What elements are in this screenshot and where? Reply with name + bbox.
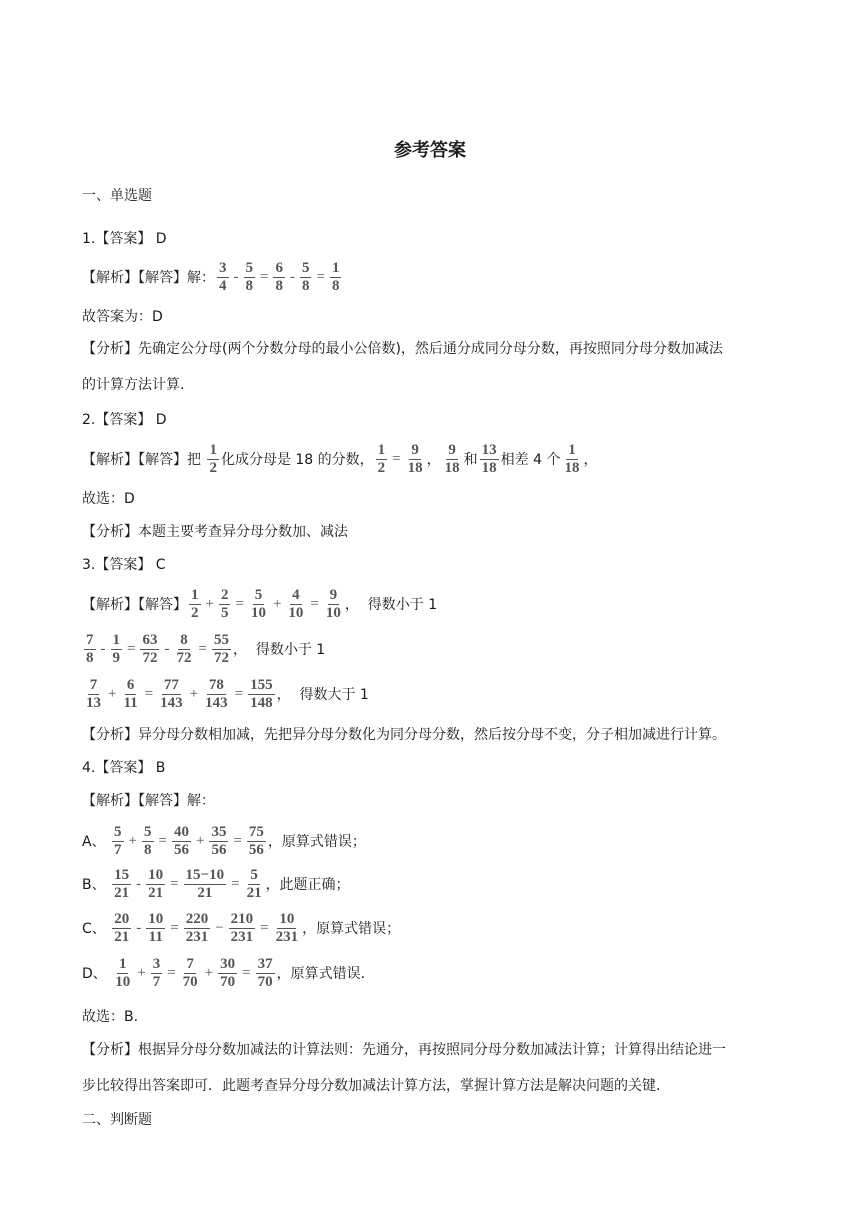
fraction: $\frac{9}{18}$: [407, 441, 423, 476]
fraction: $\frac{6}{8}$: [275, 259, 283, 294]
operator: +: [189, 685, 199, 702]
solution-text: 相差 4 个: [500, 452, 561, 468]
operator: =: [242, 964, 251, 981]
operator: +: [195, 832, 205, 849]
q4-option-c: [82, 911, 400, 945]
solution-text: ， 得数小于 1: [232, 642, 326, 658]
q2-analysis: 【分析】本题主要考查异分母分数加、减法: [82, 524, 348, 540]
fraction: $\frac{5}{8}$: [301, 259, 310, 294]
q4-option-d: [82, 956, 365, 990]
fraction: $\frac{5}{8}$: [144, 823, 152, 858]
q3-solution-line2: [82, 632, 325, 666]
fraction: $\frac{7}{70}$: [182, 955, 198, 990]
q1-analysis: 【分析】先确定公分母(两个分数分母的最小公倍数)，然后通分成同分母分数，再按照同分母分数加减法: [82, 341, 723, 357]
fraction: $\frac{2}{5}$: [220, 586, 229, 621]
q4-solution-prefix: 【解析】【解答】解：: [82, 793, 215, 809]
operator: -: [136, 875, 142, 892]
q4-answer: 4.【答案】 B: [82, 760, 166, 776]
fraction: $\frac{1}{10}$: [115, 955, 131, 990]
fraction: $\frac{63}{72}$: [142, 631, 158, 666]
solution-text: ， 得数小于 1: [344, 597, 438, 613]
operator: =: [144, 685, 154, 702]
option-label: C、: [82, 921, 111, 937]
solution-text: 和: [463, 452, 478, 468]
q3-answer: 3.【答案】 C: [82, 557, 166, 573]
operator: =: [198, 640, 207, 657]
option-verdict: ，原算式错误.: [276, 966, 366, 982]
fraction: $\frac{9}{18}$: [444, 441, 460, 476]
solution-prefix: 【解析】【解答】解：: [82, 270, 215, 286]
operator: =: [310, 595, 319, 612]
option-verdict: ，原算式错误；: [267, 834, 366, 850]
fraction: $\frac{7}{13}$: [86, 676, 101, 711]
q1-analysis-cont: 的计算方法计算.: [82, 377, 185, 393]
fraction: $\frac{5}{8}$: [245, 259, 253, 294]
fraction: $\frac{35}{56}$: [211, 823, 227, 858]
fraction: $\frac{5}{10}$: [250, 586, 266, 621]
fraction: $\frac{37}{70}$: [257, 955, 273, 990]
fraction: $\frac{3}{7}$: [152, 955, 161, 990]
operator: +: [272, 595, 282, 612]
fraction: $\frac{210}{231}$: [230, 910, 254, 945]
option-label: B、: [82, 877, 111, 893]
fraction: $\frac{1}{2}$: [191, 586, 199, 621]
q3-solution-line1: [82, 587, 437, 621]
fraction: $\frac{1}{18}$: [564, 441, 580, 476]
fraction: $\frac{40}{56}$: [173, 823, 189, 858]
solution-text: ， 得数大于 1: [276, 687, 369, 703]
fraction: $\frac{9}{10}$: [325, 586, 341, 621]
fraction: $\frac{55}{72}$: [213, 631, 229, 666]
fraction: $\frac{15}{21}$: [114, 866, 130, 901]
q1-conclusion: 故答案为：D: [82, 309, 163, 325]
option-label: D、: [82, 966, 112, 982]
fraction: $\frac{5}{7}$: [114, 823, 122, 858]
operator: -: [164, 640, 170, 657]
operator: +: [108, 685, 117, 702]
q4-option-b: [82, 867, 350, 901]
solution-prefix: 【解析】【解答】把: [82, 452, 206, 468]
q3-analysis: 【分析】异分母分数相加减，先把异分母分数化为同分母分数，然后按分母不变，分子相加减进行计算。: [82, 727, 726, 743]
operator: =: [127, 640, 136, 657]
fraction: $\frac{1}{9}$: [112, 631, 120, 666]
operator: =: [170, 919, 179, 936]
operator: =: [316, 268, 325, 285]
operator: -: [100, 640, 106, 657]
q2-solution: [82, 442, 597, 476]
operator: =: [260, 268, 269, 285]
operator: =: [231, 875, 240, 892]
operator: =: [233, 832, 242, 849]
operator: +: [137, 964, 146, 981]
fraction: $\frac{15-10}{21}$: [185, 866, 225, 901]
q2-conclusion: 故选：D: [82, 491, 135, 507]
fraction: $\frac{1}{8}$: [331, 259, 340, 294]
q1-solution: [82, 260, 343, 294]
section-heading: 二、判断题: [82, 1112, 152, 1128]
operator: +: [204, 964, 214, 981]
operator: −: [215, 919, 224, 936]
fraction: $\frac{5}{21}$: [246, 866, 262, 901]
fraction: $\frac{78}{143}$: [205, 676, 228, 711]
fraction: $\frac{77}{143}$: [160, 676, 183, 711]
option-verdict: ，此题正确；: [265, 877, 350, 893]
page-title: 参考答案: [394, 140, 466, 161]
fraction: $\frac{155}{148}$: [250, 676, 273, 711]
q4-analysis-cont: 步比较得出答案即可．此题考查异分母分数加减法计算方法，掌握计算方法是解决问题的关键.: [82, 1078, 661, 1094]
operator: =: [167, 964, 176, 981]
q4-conclusion: 故选：B.: [82, 1009, 139, 1025]
solution-prefix: 【解析】【解答】: [82, 597, 187, 613]
option-verdict: ，原算式错误；: [302, 921, 401, 937]
operator: =: [158, 832, 167, 849]
q2-answer: 2.【答案】 D: [82, 412, 167, 428]
operator: =: [235, 595, 244, 612]
operator: -: [289, 268, 295, 285]
operator: =: [392, 450, 401, 467]
solution-text: ，: [583, 452, 598, 468]
fraction: $\frac{10}{231}$: [275, 910, 299, 945]
q4-option-a: [82, 824, 366, 858]
fraction: $\frac{13}{18}$: [481, 441, 497, 476]
fraction: $\frac{1}{2}$: [209, 441, 217, 476]
operator: +: [128, 832, 137, 849]
operator: =: [170, 875, 179, 892]
fraction: $\frac{3}{4}$: [219, 259, 227, 294]
fraction: $\frac{220}{231}$: [185, 910, 209, 945]
fraction: $\frac{20}{21}$: [114, 910, 130, 945]
solution-text: 化成分母是 18 的分数，: [220, 452, 374, 468]
q1-answer: 1.【答案】 D: [82, 231, 167, 247]
q3-solution-line3: [82, 677, 369, 711]
solution-text: ，: [426, 452, 441, 468]
operator: +: [205, 595, 214, 612]
fraction: $\frac{6}{11}$: [123, 676, 138, 711]
fraction: $\frac{1}{2}$: [377, 441, 386, 476]
fraction: $\frac{4}{10}$: [288, 586, 304, 621]
fraction: $\frac{8}{72}$: [176, 631, 192, 666]
fraction: $\frac{7}{8}$: [86, 631, 94, 666]
q4-analysis: 【分析】根据异分母分数加减法的计算法则：先通分，再按照同分母分数加减法计算；计算得出结论进一: [82, 1042, 726, 1058]
fraction: $\frac{10}{11}$: [148, 910, 164, 945]
fraction: $\frac{10}{21}$: [148, 866, 164, 901]
operator: =: [260, 919, 269, 936]
section-heading: 一、单选题: [82, 188, 152, 204]
fraction: $\frac{30}{70}$: [220, 955, 236, 990]
option-label: A、: [82, 834, 111, 850]
operator: =: [234, 685, 244, 702]
fraction: $\frac{75}{56}$: [248, 823, 264, 858]
operator: -: [136, 919, 142, 936]
operator: -: [233, 268, 239, 285]
